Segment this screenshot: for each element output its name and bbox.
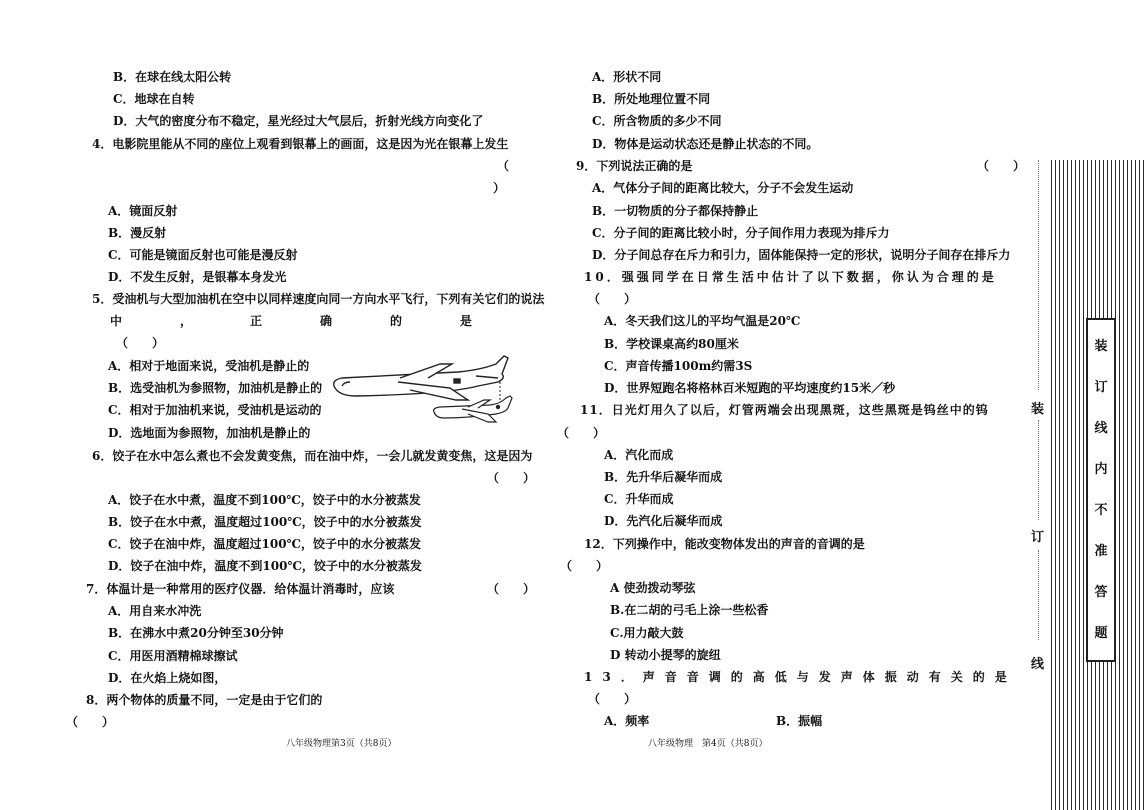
q9-paren: （ ） [977, 159, 1026, 173]
q5-option-c: C．相对于加油机来说，受油机是运动的 [108, 403, 322, 417]
q6-paren: （ ） [487, 471, 536, 485]
q10-paren: （ ） [588, 292, 637, 306]
q6-option-b: B．饺子在水中煮，温度超过100℃，饺子中的水分被蒸发 [108, 515, 422, 529]
q4-option-d: D．不发生反射，是银幕本身发光 [108, 270, 287, 284]
q13-option-a: A．频率 [604, 714, 650, 728]
q10-option-c: C．声音传播100m约需3S [604, 359, 753, 373]
binding-side-ding: 订 [1031, 530, 1045, 545]
q5-option-b: B．选受油机为参照物，加油机是静止的 [108, 381, 323, 395]
binding-notice-char: 订 [1094, 379, 1108, 395]
q7-option-c: C．用医用酒精棉球擦试 [108, 649, 238, 663]
q4-option-a: A．镜面反射 [108, 204, 178, 218]
binding-notice-char: 内 [1094, 461, 1108, 477]
tanker-plane [334, 356, 508, 400]
q6-option-c: C．饺子在油中炸，温度超过100℃，饺子中的水分被蒸发 [108, 537, 421, 551]
left-page-footer: 八年级物理第3页（共8页） [286, 739, 397, 749]
q10-option-a: A．冬天我们这儿的平均气温是20℃ [604, 314, 801, 328]
q12-stem: 12．下列操作中，能改变物体发出的声音的音调的是 [584, 537, 865, 551]
binding-dotted-line [1038, 420, 1039, 520]
q12-option-a: A 使劲拨动琴弦 [610, 581, 696, 595]
q3-option-b: B．在球在线太阳公转 [113, 70, 232, 84]
q4-option-c: C．可能是镜面反射也可能是漫反射 [108, 248, 298, 262]
binding-notice-box [1086, 318, 1116, 662]
q5-stem-char: 的 [389, 314, 402, 328]
q5-option-a: A．相对于地面来说，受油机是静止的 [108, 359, 310, 373]
binding-notice-char: 题 [1094, 625, 1108, 641]
q13-stem: 13．声音音调的高低与发声体振动有关的是 [584, 670, 1017, 684]
q9-option-b: B．一切物质的分子都保持静止 [592, 204, 759, 218]
binding-side-xian: 线 [1031, 657, 1045, 672]
q8-option-d: D．物体是运动状态还是静止状态的不同。 [592, 137, 819, 151]
q13-option-b: B．振幅 [776, 714, 823, 728]
q9-option-d: D．分子间总存在斥力和引力，固体能保持一定的形状，说明分子间存在排斥力 [592, 248, 1011, 262]
q9-option-c: C．分子间的距离比较小时，分子间作用力表现为排斥力 [592, 226, 890, 240]
q10-stem: 10．强强同学在日常生活中估计了以下数据，你认为合理的是 [584, 270, 997, 284]
q11-option-d: D．先汽化后凝华而成 [604, 514, 723, 528]
q8-option-c: C．所含物质的多少不同 [592, 114, 722, 128]
q4-paren-open: （ [497, 159, 510, 173]
q9-stem: 9．下列说法正确的是 [576, 159, 693, 173]
q11-option-c: C．升华而成 [604, 492, 674, 506]
q5-paren: （ ） [116, 336, 165, 350]
q8-option-a: A．形状不同 [592, 70, 662, 84]
q13-paren: （ ） [588, 692, 637, 706]
q5-stem-char: ， [179, 314, 192, 328]
binding-notice-char: 答 [1094, 584, 1108, 600]
q4-option-b: B．漫反射 [108, 226, 167, 240]
q3-option-c: C．地球在自转 [113, 92, 195, 106]
binding-notice-char: 线 [1094, 420, 1108, 436]
q8-option-b: B．所处地理位置不同 [592, 92, 711, 106]
q8-stem: 8．两个物体的质量不同，一定是由于它们的 [86, 693, 323, 707]
q7-option-b: B．在沸水中煮20分钟至30分钟 [108, 626, 284, 640]
q10-option-d: D．世界短跑名将格林百米短跑的平均速度约15米／秒 [604, 381, 896, 395]
q5-stem-char: 中 [110, 314, 123, 328]
binding-side-zhuang: 装 [1031, 402, 1045, 417]
q11-option-a: A．汽化而成 [604, 448, 674, 462]
q12-paren: （ ） [560, 559, 609, 573]
binding-dotted-line [1038, 550, 1039, 640]
binding-notice-char: 准 [1094, 543, 1108, 559]
q8-paren: （ ） [66, 715, 115, 729]
q4-paren-close: ） [493, 181, 506, 195]
binding-dotted-line [1038, 160, 1039, 390]
q5-option-d: D．选地面为参照物，加油机是静止的 [108, 426, 311, 440]
binding-notice-char: 不 [1094, 502, 1108, 518]
binding-notice-char: 装 [1094, 338, 1108, 354]
q11-option-b: B．先升华后凝华而成 [604, 470, 723, 484]
q7-paren: （ ） [487, 582, 536, 596]
q9-option-a: A．气体分子间的距离比较大，分子不会发生运动 [592, 181, 854, 195]
q11-paren: （ ） [557, 426, 606, 440]
q12-option-c: C.用力敲大鼓 [610, 626, 684, 640]
q10-option-b: B．学校课桌高约80厘米 [604, 337, 739, 351]
q4-stem: 4．电影院里能从不同的座位上观看到银幕上的画面，这是因为光在银幕上发生 [92, 137, 509, 151]
q12-option-b: B.在二胡的弓毛上涂一些松香 [610, 603, 769, 617]
q5-stem-continued [110, 313, 472, 329]
q5-stem-char: 确 [319, 314, 332, 328]
q5-stem-char: 正 [249, 314, 262, 328]
q6-option-a: A．饺子在水中煮，温度不到100℃，饺子中的水分被蒸发 [108, 493, 421, 507]
q6-option-d: D．饺子在油中炸，温度不到100℃，饺子中的水分被蒸发 [108, 559, 422, 573]
right-page-footer: 八年级物理 第4页（共8页） [648, 739, 768, 749]
q7-stem: 7．体温计是一种常用的医疗仪器．给体温计消毒时，应该 [86, 582, 395, 596]
q5-stem-char: 是 [459, 314, 472, 328]
q7-option-d: D．在火焰上烧如图， [108, 671, 227, 685]
q12-option-d: D 转动小提琴的旋纽 [610, 648, 721, 662]
refueling-aircraft-illustration [328, 352, 514, 424]
q7-option-a: A．用自来水冲洗 [108, 604, 202, 618]
q3-option-d: D．大气的密度分布不稳定，星光经过大气层后，折射光线方向变化了 [113, 114, 484, 128]
q5-stem: 5．受油机与大型加油机在空中以同样速度向同一方向水平飞行，下列有关它们的说法 [92, 292, 545, 306]
q11-stem: 11．日光灯用久了以后，灯管两端会出现黑斑，这些黑斑是钨丝中的钨 [580, 403, 989, 417]
q6-stem: 6．饺子在水中怎么煮也不会发黄变焦，而在油中炸，一会儿就发黄变焦，这是因为 [92, 449, 533, 463]
